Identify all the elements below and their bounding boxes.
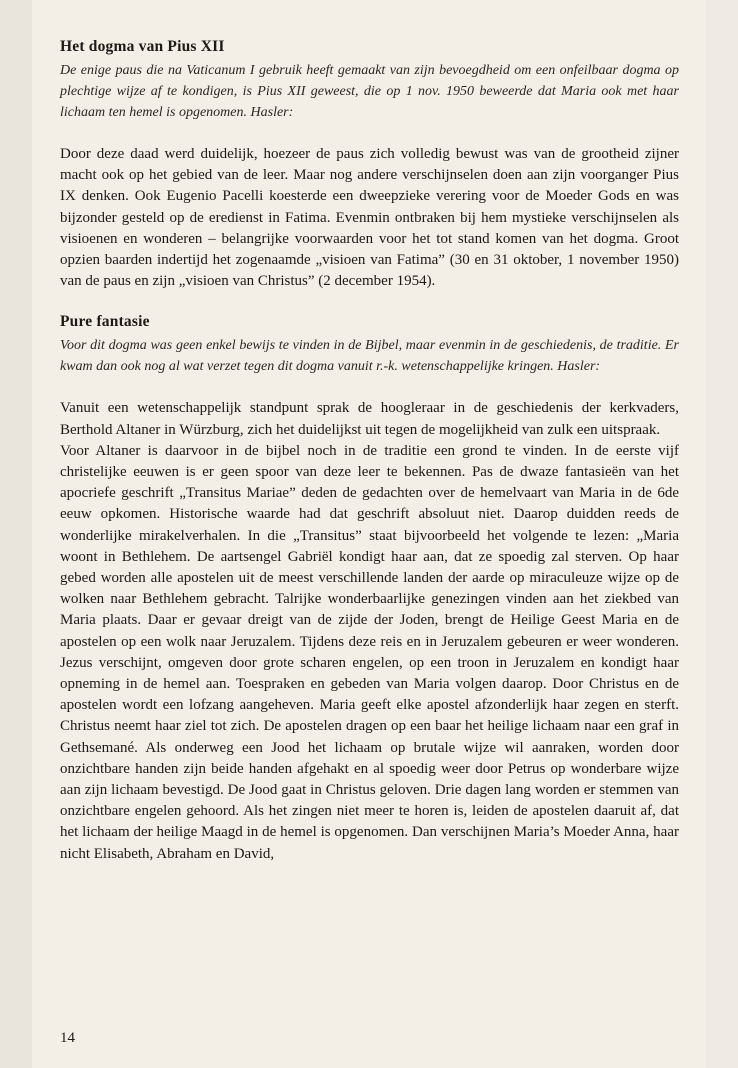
paragraph-transitus: Voor Altaner is daarvoor in de bijbel noch in de traditie een grond te vinden. In de eerste vijf christelijke eeuwen is er geen spoor van deze leer te bekennen. Pas de dwaze fantasieën van het apocriefe geschrift „Transitus Mariae” deden de gedachten over de hemelvaart van Maria in de 6de eeuw opkomen. Historische waarde had dat geschrift absoluut niet. Daarop duidden reeds de wonderlijke mirakelverhalen. In die „Transitus” staat bijvoorbeeld het volgende te lezen: „Maria woont in Bethlehem. De aartsengel Gabriël kondigt haar aan, dat ze spoedig zal sterven. Op haar gebed worden alle apostelen uit de meest verschillende landen der aarde op miraculeuze wijze op de wolken naar Bethlehem gebracht. Talrijke wonderbaarlijke genezingen vinden aan het ziekbed van Maria plaats. Daar er gevaar dreigt van de zijde der Joden, brengt de Heilige Geest Maria en de apostelen op een wolk naar Jeruzalem. Tijdens deze reis en in Jeruzalem gebeuren er weer wonderen. Jezus verschijnt, omgeven door grote scharen engelen, op een troon in Jeruzalem en kondigt haar opneming in de hemel aan. Toespraken en gebeden van Maria volgen daarop. Door Christus en de apostelen wordt een lofzang aangeheven. Maria geeft elke apostel afzonderlijk haar zegen en sterft. Christus neemt haar ziel tot zich. De apostelen dragen op een baar het heilige lichaam naar een graf in Gethsemané. Als onderweg een Jood het lichaam op brutale wijze wil aanraken, worden door onzichtbare handen zijn beide handen afgehakt en al spoedig weer door Petrus op wonderbare wijze aan zijn lichaam bevestigd. De Jood gaat in Christus geloven. Drie dagen lang worden er stemmen van onzichtbare engelen gehoord. Als het zingen niet meer te horen is, leiden de apostelen daaruit af, dat het lichaam der heilige Maagd in de hemel is opgenomen. Dan verschijnen Maria’s Moeder Anna, haar nicht Elisabeth, Abraham en David, [60,442,679,862]
page-edge-left [0,0,32,1068]
paragraph-dogma-body: Door deze daad werd duidelijk, hoezeer de paus zich volledig bewust was van de grootheid zijner macht ook op het gebied van de leer. Maar nog andere verschijnselen doen aan zijn voorganger Pius IX denken. Ook Eugenio Pacelli koesterde een dweepzieke verering voor de Moeder Gods en was bijzonder gesteld op de eredienst in Fatima. Evenmin ontbraken bij hem mystieke verschijnselen als visioenen en wonderen – belangrijke voorwaarden voor het tot stand komen van het dogma. Groot opzien baarden indertijd het zogenaamde „visioen van Fatima” (30 en 31 oktober, 1 november 1950) van de paus en zijn „visioen van Christus” (2 december 1954). [60,146,679,290]
section-intro-fantasie: Voor dit dogma was geen enkel bewijs te vinden in de Bijbel, maar evenmin in de geschiedenis, de traditie. Er kwam dan ook nog al wat verzet tegen dit dogma vanuit r.-k. wetenschappelijke kringen. Hasler: [60,338,679,375]
page-number: 14 [60,1030,75,1046]
page-content [60,38,679,865]
section-heading-dogma: Het dogma van Pius XII [60,38,225,55]
paragraph-altaner: Vanuit een wetenschappelijk standpunt sprak de hoogleraar in de geschiedenis der kerkvaders, Berthold Altaner in Würzburg, zich het duidelijkst uit tegen de mogelijkheid van zulk een uitspraak. [60,400,679,438]
page-edge-right [706,0,738,1068]
section-intro-dogma: De enige paus die na Vaticanum I gebruik heeft gemaakt van zijn bevoegdheid om een onfeilbaar dogma op plechtige wijze af te kondigen, is Pius XII geweest, die op 1 nov. 1950 beweerde dat Maria ook met haar lichaam ten hemel is opgenomen. Hasler: [60,63,679,120]
section-heading-fantasie: Pure fantasie [60,313,150,331]
